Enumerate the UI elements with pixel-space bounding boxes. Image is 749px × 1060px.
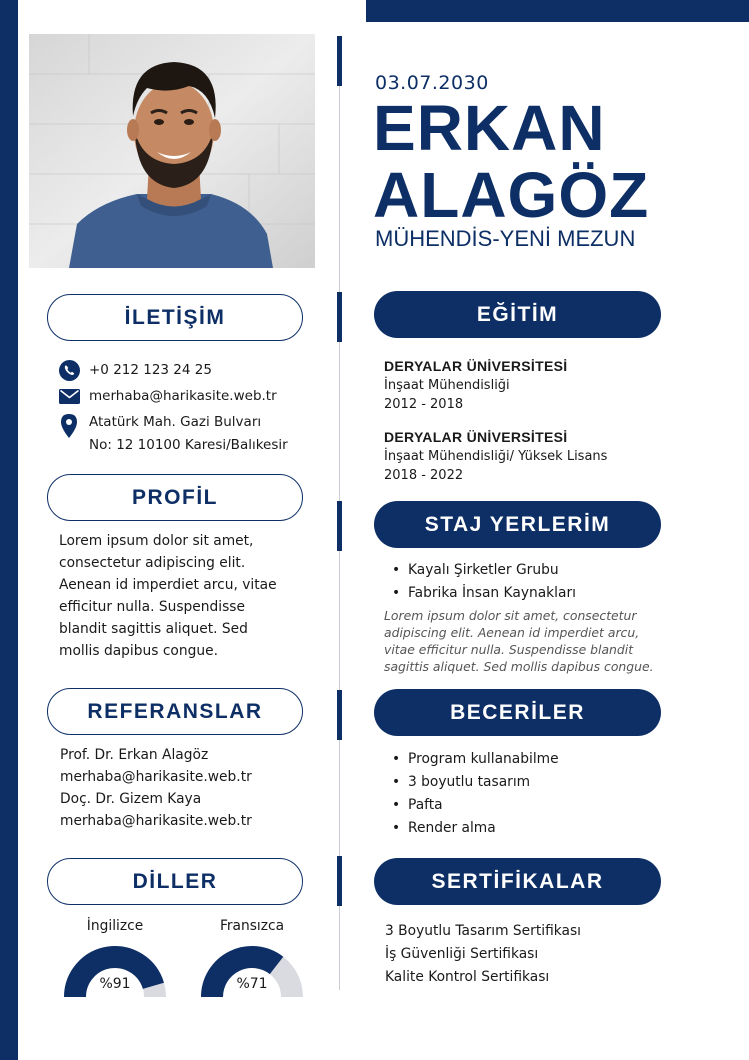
list-item: • Kayalı Şirketler Grubu bbox=[386, 559, 576, 582]
profile-line: blandit sagittis aliquet. Sed bbox=[59, 621, 248, 637]
reference-name: Doç. Dr. Gizem Kaya bbox=[60, 791, 202, 807]
phone-number: +0 212 123 24 25 bbox=[89, 362, 212, 378]
divider-tick bbox=[337, 690, 342, 740]
education-program: İnşaat Mühendisliği/ Yüksek Lisans bbox=[384, 449, 608, 464]
education-years: 2012 - 2018 bbox=[384, 397, 464, 412]
divider-tick bbox=[337, 36, 342, 86]
reference-email: merhaba@harikasite.web.tr bbox=[60, 813, 252, 829]
contact-heading: İLETİŞİM bbox=[47, 294, 303, 341]
profile-line: Aenean id imperdiet arcu, vitae bbox=[59, 577, 277, 593]
internships-description bbox=[384, 607, 664, 675]
list-item: Kalite Kontrol Sertifikası bbox=[385, 969, 550, 985]
phone-icon bbox=[58, 359, 80, 381]
education-item bbox=[384, 428, 607, 485]
address-line-2: No: 12 10100 Karesi/Balıkesir bbox=[89, 437, 288, 453]
profile-line: efficitur nulla. Suspendisse bbox=[59, 599, 245, 615]
languages-heading: DİLLER bbox=[47, 858, 303, 905]
certificates-list bbox=[385, 920, 581, 989]
mail-icon bbox=[58, 385, 80, 407]
education-program: İnşaat Mühendisliği bbox=[384, 378, 510, 393]
list-item: • Program kullanabilme bbox=[386, 748, 559, 771]
document-date: 03.07.2030 bbox=[375, 72, 489, 94]
language-name: Fransızca bbox=[219, 918, 285, 934]
description-line: vitae efficitur nulla. Suspendisse blandit bbox=[384, 642, 634, 657]
list-item: • Render alma bbox=[386, 817, 559, 840]
profile-text bbox=[59, 530, 277, 662]
contact-phone bbox=[58, 359, 212, 382]
references-heading: REFERANSLAR bbox=[47, 688, 303, 735]
skills-heading: BECERİLER bbox=[374, 689, 661, 736]
reference-email: merhaba@harikasite.web.tr bbox=[60, 769, 252, 785]
description-line: sagittis aliquet. Sed mollis dapibus congue. bbox=[384, 659, 654, 674]
skills-list bbox=[386, 748, 559, 840]
profile-line: Lorem ipsum dolor sit amet, bbox=[59, 533, 254, 549]
contact-address bbox=[58, 411, 288, 457]
certificates-heading: SERTİFİKALAR bbox=[374, 858, 661, 905]
language-level-label: %71 bbox=[236, 976, 268, 992]
first-name: ERKAN bbox=[373, 92, 606, 164]
list-item: • Pafta bbox=[386, 794, 559, 817]
last-name: ALAGÖZ bbox=[373, 159, 650, 231]
internships-list bbox=[386, 559, 576, 605]
reference-name: Prof. Dr. Erkan Alagöz bbox=[60, 747, 209, 763]
description-line: adipiscing elit. Aenean id imperdiet arcu, bbox=[384, 625, 640, 640]
profile-line: mollis dapibus congue. bbox=[59, 643, 218, 659]
list-item: • Fabrika İnsan Kaynakları bbox=[386, 582, 576, 605]
language-name: İngilizce bbox=[86, 918, 144, 934]
list-item: 3 Boyutlu Tasarım Sertifikası bbox=[385, 923, 581, 939]
education-heading: EĞİTİM bbox=[374, 291, 661, 338]
email-address: merhaba@harikasite.web.tr bbox=[89, 388, 277, 404]
profile-line: consectetur adipiscing elit. bbox=[59, 555, 246, 571]
divider-tick bbox=[337, 501, 342, 551]
education-school: DERYALAR ÜNİVERSİTESİ bbox=[384, 429, 568, 445]
profile-heading: PROFİL bbox=[47, 474, 303, 521]
profile-photo bbox=[29, 34, 315, 268]
list-item: İş Güvenliği Sertifikası bbox=[385, 946, 539, 962]
top-accent-bar bbox=[366, 0, 749, 22]
language-level-label: %91 bbox=[99, 976, 131, 992]
address-line-1: Atatürk Mah. Gazi Bulvarı bbox=[89, 414, 262, 430]
description-line: Lorem ipsum dolor sit amet, consectetur bbox=[384, 608, 637, 623]
references-list bbox=[60, 744, 252, 832]
contact-email bbox=[58, 385, 277, 408]
education-item bbox=[384, 357, 567, 414]
location-pin-icon bbox=[58, 411, 80, 441]
job-title: MÜHENDİS-YENİ MEZUN bbox=[375, 226, 636, 251]
education-school: DERYALAR ÜNİVERSİTESİ bbox=[384, 358, 568, 374]
education-years: 2018 - 2022 bbox=[384, 468, 464, 483]
left-accent-bar bbox=[0, 0, 18, 1060]
internships-heading: STAJ YERLERİM bbox=[374, 501, 661, 548]
list-item: • 3 boyutlu tasarım bbox=[386, 771, 559, 794]
divider-tick bbox=[337, 856, 342, 906]
divider-tick bbox=[337, 292, 342, 342]
